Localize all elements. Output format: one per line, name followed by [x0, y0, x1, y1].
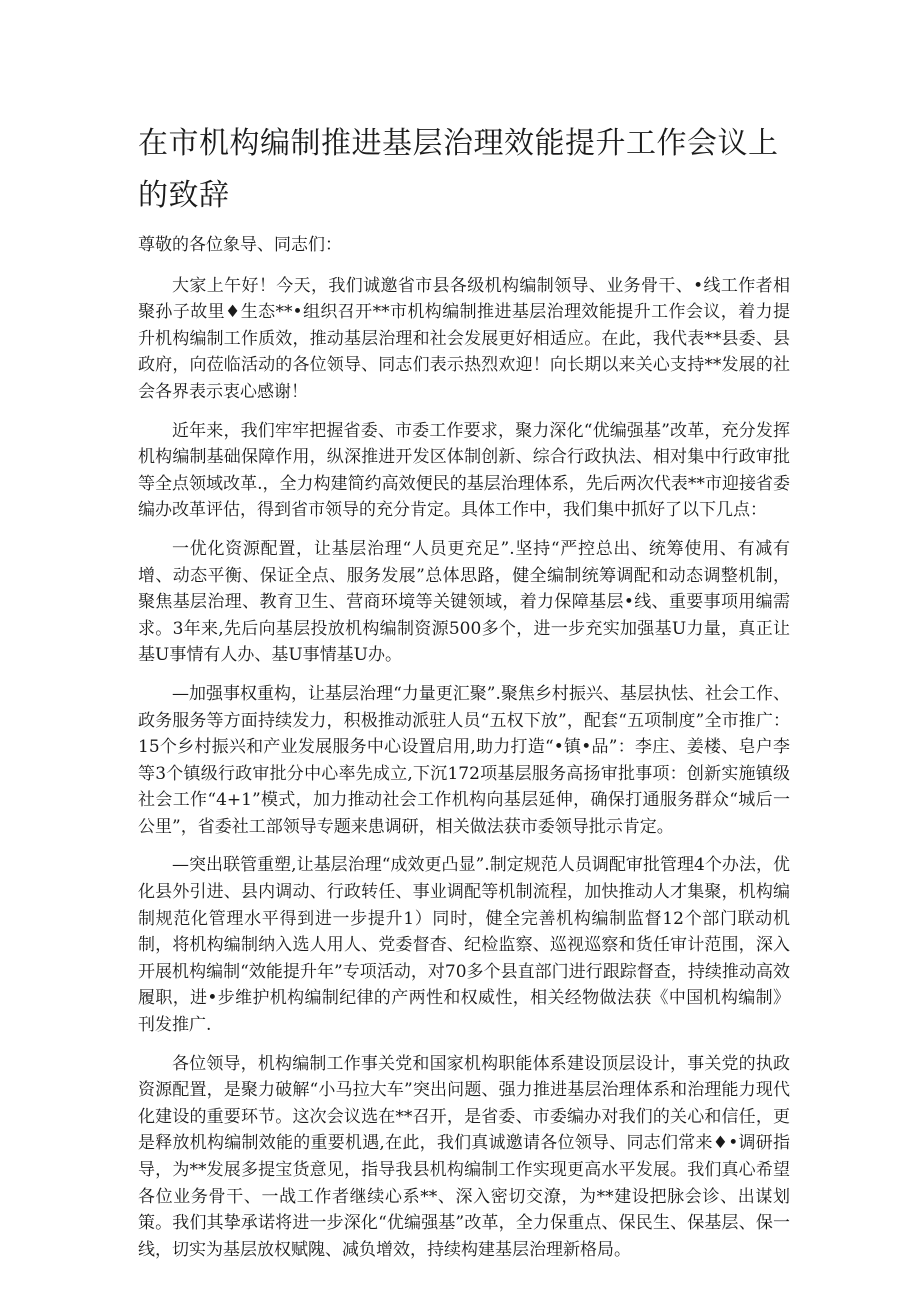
- paragraph-authority: —加强事权重构，让基层治理“力量更汇聚”.聚焦乡村振兴、基层执怯、社会工作、政务服务等方面持续发力，积极推动派驻人员“五权下放”，配套“五项制度”全市推广：15个乡村振兴和产业发展服务中心设置启用,助力打造“•镇•品”：李庄、姜楼、皂户李等3个镇级行政审批分中心率先成立,下沉172项基层服务高扬审批事项：创新实施镇级社会工作“4+1”模式，加力推动社会工作机构向基层延伸，确保打通服务群众“城后一公里”，省委社工部领导专题来患调研，相关做法获市委领导批示肯定。: [138, 683, 790, 837]
- paragraph-overview: 近年来，我们牢牢把握省委、市委工作要求，聚力深化“优编强基”改革，充分发挥机构编制基础保障作用，纵深推进开发区体制创新、综合行政执法、相对集中行政审批等全点领域改革.，全力构建简约高效便民的基层治理体系，先后两次代表**市迎接省委编办改革评估，得到省市领导的充分肯定。具体工作中，我们集中抓好了以下几点：: [138, 420, 790, 521]
- paragraph-supervision: —突出联管重塑,让基层治理“成效更凸显”.制定规范人员调配审批管理4个办法，优化县外引进、县内调动、行政转任、事业调配等机制流程，加快推动人才集聚，机构编制规范化管理水平得到进一步提升1）同时，健全完善机构编制监督12个部门联动机制，将机构编制纳入选人用人、党委督杳、纪检监察、巡视巡察和货任审计范围，深入开展机构编制“效能提升年”专项活动，对70多个县直部门进行跟踪督查，持续推动高效履职，进•步维护机构编制纪律的产两性和权威性，相关经物做法获《中国机构编制》刊发推广.: [138, 855, 790, 1036]
- paragraph-resources: 一优化资源配置，让基层治理“人员更充足”.坚持“严控总出、统筹使用、有减有增、动态平衡、保证全点、服务发展”总体思路，健全编制统筹调配和动态调整机制，聚焦基层治理、教育卫生、营商环境等关键领域，着力保障基层•线、重要事项用编需求。3年来,先后向基层投放机构编制资源500多个，进一步充实加强基U力量，真正让基U事情有人办、基U事情基U办。: [138, 538, 790, 666]
- salutation: 尊敬的各位象导、同志们：: [138, 235, 342, 255]
- document-title: 在市机构编制推进基层治理效能提升工作会议上的致辞: [138, 126, 779, 213]
- paragraph-opening: 大家上午好！今天，我们诚邀省市县各级机构编制领导、业务骨干、•线工作者相聚孙子故里♦生态**•组织召开**市机构编制推进基层治理效能提升工作会议，着力提升机构编制工作质效，推动基层治理和社会发展更好相适应。在此，我代表**县委、县政府，向莅临活动的各位领导、同志们表示热烈欢迎！向长期以来关心支持**发展的社会各界表示衷心感谢！: [138, 275, 790, 402]
- document-body: [138, 232, 790, 1275]
- paragraph-closing: 各位领导，机构编制工作事关党和国家机构职能体系建设顶层设计，事关党的执政资源配置，是聚力破解“小马拉大车”突出问题、强力推进基层治理体系和治理能力现代化建设的重要环节。这次会议选在**召开，是省委、市委编办对我们的关心和信任，更是释放机构编制效能的重要机遇,在此，我们真诚邀请各位领导、同志们常来♦•调研指导，为**发展多提宝货意见，指导我县机构编制工作实现更高水平发展。我们真心希望各位业务骨干、一战工作者继续心系**、深入密切交潦，为**建设把脉会诊、出谋划策。我们其挚承诺将进一步深化“优编强基”改革，全力保重点、保民生、保基层、保一线，切实为基层放权赋隗、减负增效，持续构建基层治理新格局。: [138, 1053, 790, 1260]
